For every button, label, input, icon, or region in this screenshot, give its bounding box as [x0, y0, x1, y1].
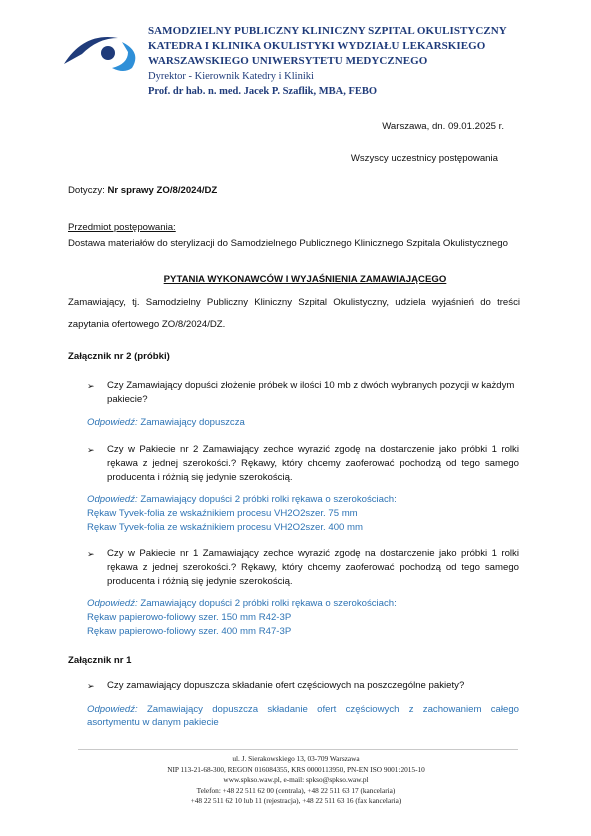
institution-name-line-3: WARSZAWSKIEGO UNIWERSYTETU MEDYCZNEGO	[148, 55, 428, 67]
answer-package-2-item-1: Rękaw Tyvek-folia ze wskaźnikiem procesu VH2O2szer. 75 mm	[87, 508, 358, 519]
answer-label: Odpowiedź:	[87, 704, 138, 715]
footer-registration: NIP 113-21-68-300, REGON 016084355, KRS 0000113950, PN-EN ISO 9001:2015-10	[167, 764, 425, 774]
question-samples-line-2: pakiecie?	[107, 394, 148, 405]
question-package-2-line-2: rękawa z jednej szerokości.? Rękawy, który chcemy zaoferować pochodzą od tego samego	[107, 458, 519, 469]
question-package-2-line-1: Czy w Pakiecie nr 2 Zamawiający zechce wyrazić zgodę na dostarczenie jako próbki 1 rolki	[107, 444, 519, 455]
answer-label: Odpowiedź:	[87, 417, 138, 428]
answer-text: Zamawiający dopuści 2 próbki rolki rękawa o szerokościach:	[137, 598, 397, 609]
regarding	[68, 184, 217, 198]
question-package-1-line-1: Czy w Pakiecie nr 1 Zamawiający zechce wyrazić zgodę na dostarczenie jako próbki 1 rolki	[107, 548, 519, 559]
question-samples-line-1: Czy Zamawiający dopuści złożenie próbek w ilości 10 mb z dwóch wybranych pozycji w każdym	[107, 380, 515, 391]
institution-name-line-1: SAMODZIELNY PUBLICZNY KLINICZNY SZPITAL OKULISTYCZNY	[148, 25, 507, 37]
case-number: Nr sprawy ZO/8/2024/DZ	[107, 185, 218, 196]
answer-package-2-item-2: Rękaw Tyvek-folia ze wskaźnikiem procesu VH2O2szer. 400 mm	[87, 522, 364, 533]
director-label: Dyrektor - Kierownik Katedry i Kliniki	[148, 71, 314, 82]
question-partial-offers: Czy zamawiający dopuszcza składanie ofert częściowych na poszczególne pakiety?	[107, 680, 465, 691]
answer-text: Zamawiający dopuszcza składanie ofert częściowych z zachowaniem całego	[137, 704, 519, 715]
footer	[60, 754, 532, 807]
director-name: Prof. dr hab. n. med. Jacek P. Szaflik, MBA, FEBO	[148, 86, 378, 97]
footer-address: ul. J. Sierakowskiego 13, 03-709 Warszawa	[232, 754, 360, 763]
answer-partial-offers-line-1	[87, 703, 519, 717]
bullet-arrow-icon: ➢	[87, 445, 95, 455]
answer-package-1	[87, 597, 397, 611]
answer-label: Odpowiedź:	[87, 598, 138, 609]
bullet-arrow-icon: ➢	[87, 681, 95, 691]
subject-label: Przedmiot postępowania:	[68, 222, 176, 233]
answer-partial-offers-line-2: asortymentu w danym pakiecie	[87, 717, 219, 728]
answer-samples	[87, 416, 245, 430]
letterhead-text	[148, 24, 507, 99]
bullet-arrow-icon: ➢	[87, 381, 95, 391]
footer-web-email: www.spkso.waw.pl, e-mail: spkso@spkso.waw.pl	[223, 775, 369, 785]
answer-package-1-item-1: Rękaw papierowo-foliowy szer. 150 mm R42-3P	[87, 612, 292, 623]
section-title: PYTANIA WYKONAWCÓW I WYJAŚNIENIA ZAMAWIAJĄCEGO	[163, 274, 447, 285]
attachment-1-heading: Załącznik nr 1	[68, 655, 132, 666]
answer-package-2	[87, 493, 397, 507]
question-package-2-line-3: producenta i różnią się jedynie szerokością.	[107, 472, 293, 483]
attachment-2-heading: Załącznik nr 2 (próbki)	[68, 351, 170, 362]
bullet-arrow-icon: ➢	[87, 549, 95, 559]
intro-line-1: Zamawiający, tj. Samodzielny Publiczny Kliniczny Szpital Okulistyczny, udziela wyjaśnień do treści	[68, 297, 520, 308]
footer-divider	[78, 749, 518, 750]
recipient: Wszyscy uczestnicy postępowania	[350, 153, 498, 164]
institution-name-line-2: KATEDRA I KLINIKA OKULISTYKI WYDZIAŁU LEKARSKIEGO	[148, 40, 486, 52]
intro-line-2: zapytania ofertowego ZO/8/2024/DZ.	[68, 319, 226, 330]
hospital-eye-logo-icon	[62, 28, 144, 74]
question-package-1-line-2: rękawa z jednej szerokości.? Rękawy, który chcemy zaoferować pochodzą od tego samego	[107, 562, 519, 573]
footer-phone-1: Telefon: +48 22 511 62 00 (centrala), +48 22 511 63 17 (kancelaria)	[196, 785, 396, 795]
subject-text: Dostawa materiałów do sterylizacji do Samodzielnego Publicznego Klinicznego Szpitala Okulistycznego	[68, 238, 508, 249]
place-date: Warszawa, dn. 09.01.2025 r.	[382, 121, 504, 132]
regarding-label: Dotyczy:	[68, 185, 108, 196]
answer-package-1-item-2: Rękaw papierowo-foliowy szer. 400 mm R47-3P	[87, 626, 292, 637]
answer-text: Zamawiający dopuści 2 próbki rolki rękawa o szerokościach:	[137, 494, 397, 505]
letterhead	[62, 24, 582, 104]
question-package-1-line-3: producenta i różnią się jedynie szerokością.	[107, 576, 293, 587]
answer-text: Zamawiający dopuszcza	[137, 417, 245, 428]
answer-label: Odpowiedź:	[87, 494, 138, 505]
footer-phone-2: +48 22 511 62 10 lub 11 (rejestracja), +48 22 511 63 16 (fax kancelaria)	[190, 796, 402, 806]
